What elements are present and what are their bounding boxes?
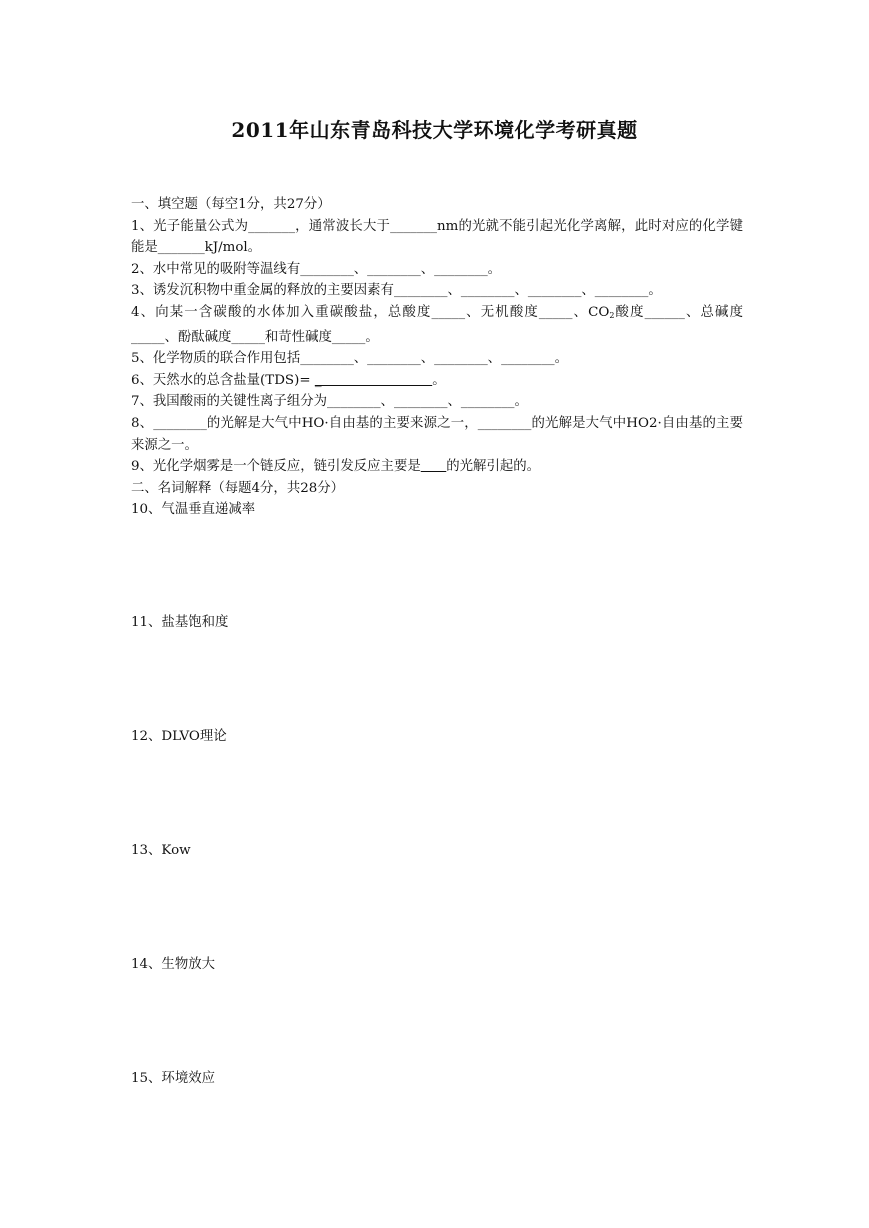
question-3: 3、诱发沉积物中重金属的释放的主要因素有________、________、________、________。 — [131, 283, 662, 299]
fill-in-section — [131, 194, 743, 521]
question-10: 10、气温垂直递减率 — [131, 502, 256, 518]
question-9-part-b: 的光解引起的。 — [446, 459, 541, 475]
question-12: 12、DLVO理论 — [131, 729, 227, 744]
question-6 — [131, 370, 743, 392]
question-6-part-b: 。 — [432, 372, 446, 388]
question-1: 1、光子能量公式为_______，通常波长大于_______nm的光就不能引起光化学离解，此时对应的化学键能是_______kJ/mol。 — [131, 218, 743, 256]
question-4-subscript: 2 — [609, 310, 615, 320]
question-6-blank: _ — [314, 372, 433, 388]
document-title: 2011年山东青岛科技大学环境化学考研真题 — [231, 118, 638, 142]
section2-header: 二、名词解释（每题4分，共28分） — [131, 480, 345, 496]
question-6-part-a: 6、天然水的总含盐量(TDS)= — [131, 372, 315, 388]
question-14: 14、生物放大 — [131, 957, 215, 972]
question-2: 2、水中常见的吸附等温线有________、________、________。 — [131, 261, 502, 277]
question-5: 5、化学物质的联合作用包括________、________、________、________。 — [131, 351, 569, 367]
question-4 — [131, 302, 743, 348]
question-4-part-a: 4、向某一含碳酸的水体加入重碳酸盐，总酸度_____、无机酸度_____、CO — [131, 304, 610, 320]
question-11: 11、盐基饱和度 — [131, 615, 229, 630]
question-9-blank — [421, 459, 447, 474]
question-13: 13、Kow — [131, 843, 191, 858]
question-9-part-a: 9、光化学烟雾是一个链反应，链引发反应主要是 — [131, 459, 421, 475]
question-15: 15、环境效应 — [131, 1071, 215, 1086]
section1-header: 一、填空题（每空1分，共27分） — [131, 197, 331, 212]
question-7: 7、我国酸雨的关键性离子组分为________、________、________。 — [131, 394, 528, 410]
question-4-part-b: 酸度______、总碱度_____、酚酞碱度_____和苛性碱度_____。 — [131, 304, 743, 345]
question-8: 8、________的光解是大气中HO·自由基的主要来源之一，________的光解是大气中HO2·自由基的主要来源之一。 — [131, 415, 743, 453]
question-9 — [131, 456, 743, 478]
